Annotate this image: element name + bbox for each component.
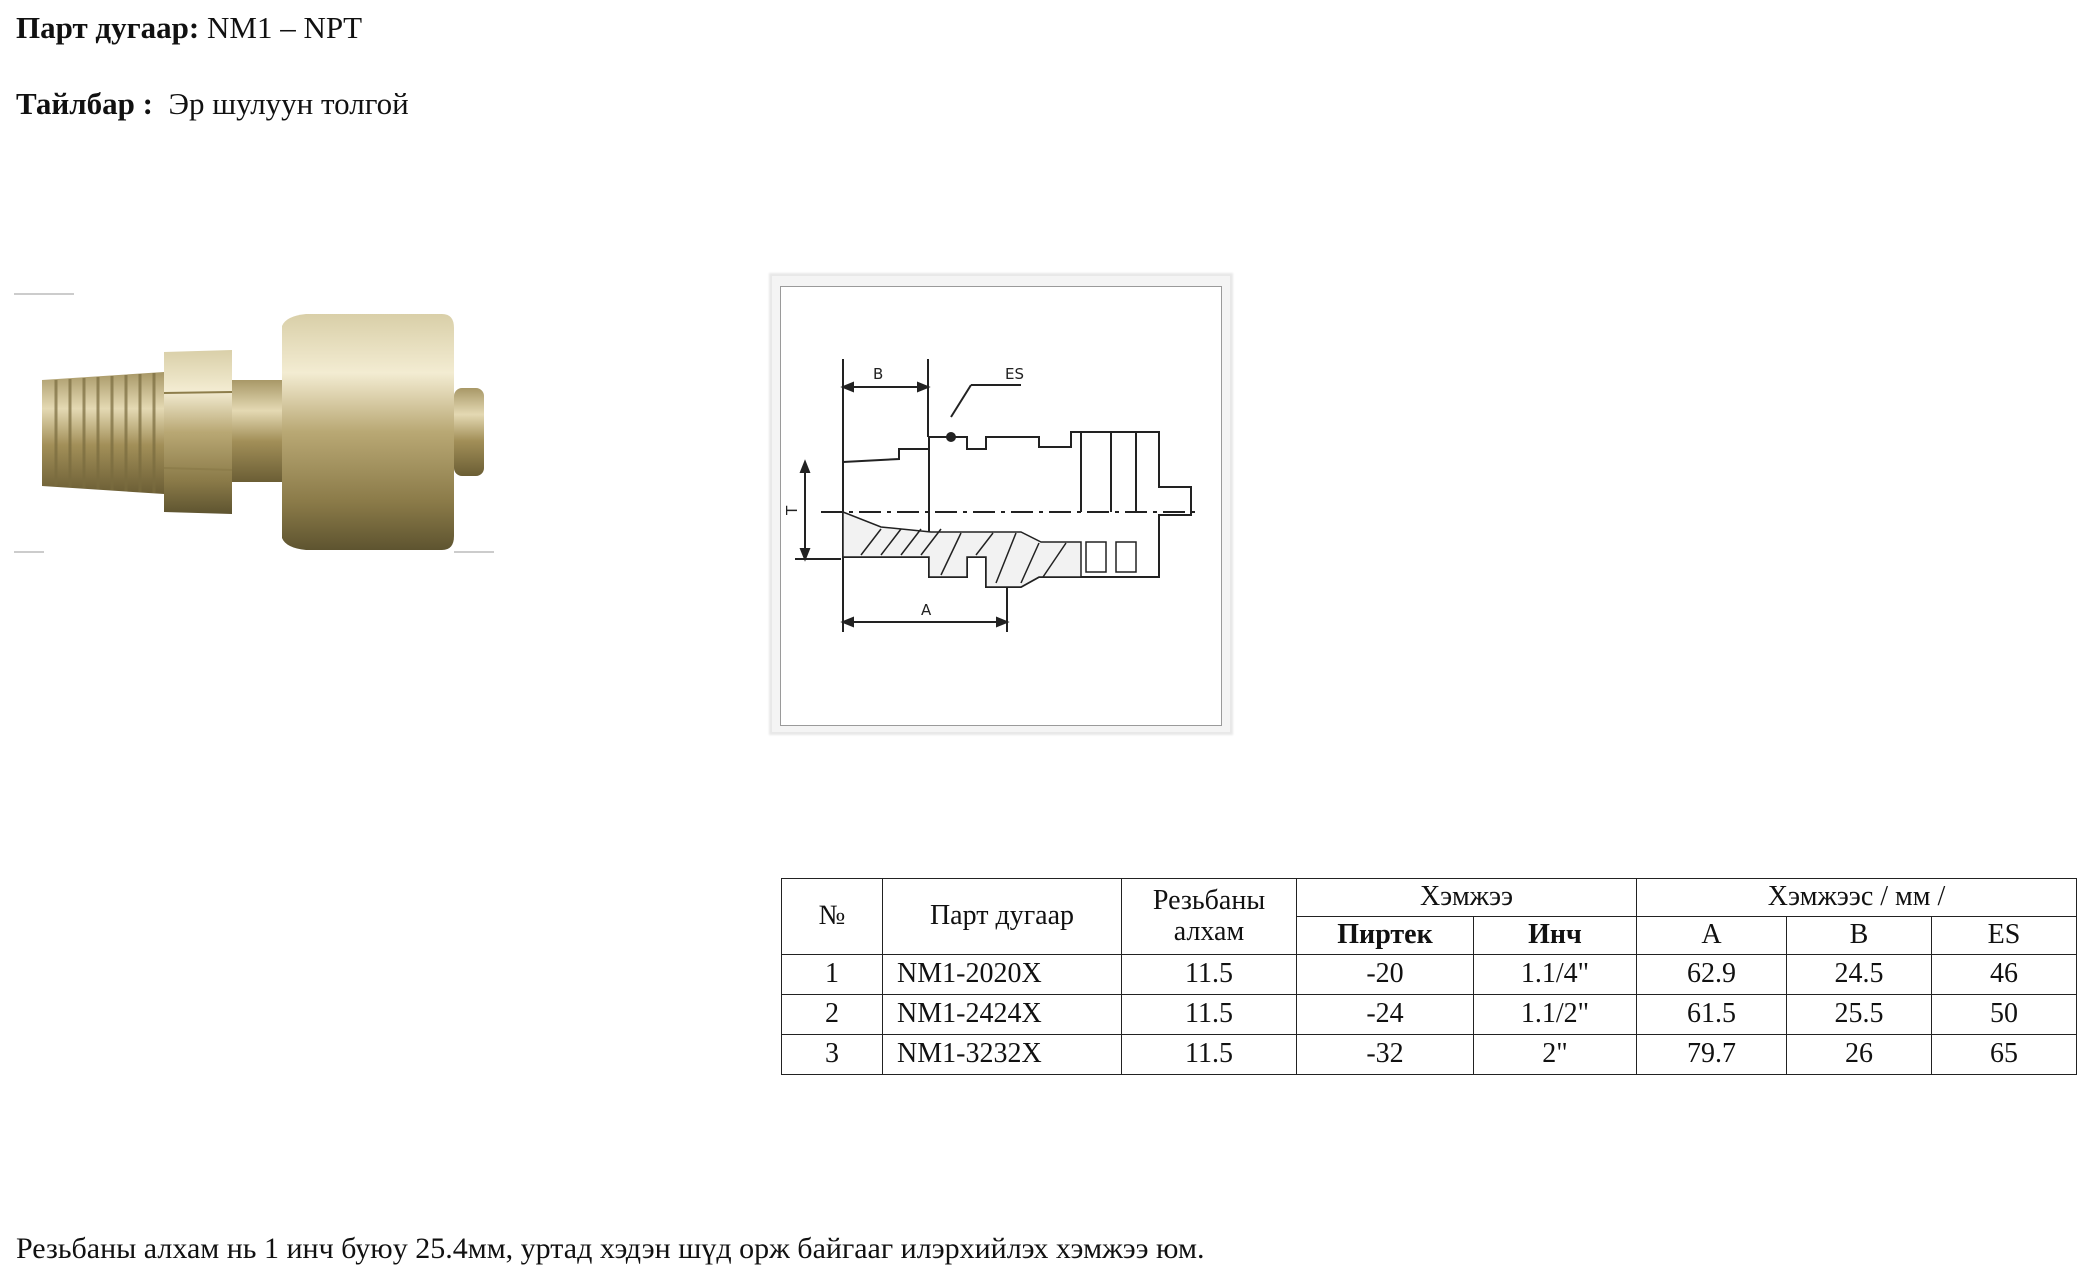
cell-inch: 1.1/4": [1474, 955, 1637, 995]
cell-no: 2: [782, 995, 883, 1035]
cell-pitch: 11.5: [1122, 995, 1297, 1035]
header-part-no: Парт дугаар: [883, 879, 1122, 955]
cell-b: 25.5: [1787, 995, 1932, 1035]
label-es: ES: [1005, 365, 1024, 383]
header-dimensions: Хэмжээс / мм /: [1637, 879, 2077, 917]
cell-a: 62.9: [1637, 955, 1787, 995]
header-thread-pitch-line1: Резьбаны: [1152, 884, 1266, 916]
label-a: A: [921, 601, 932, 619]
description-line: [16, 86, 409, 122]
header-row-1: [782, 879, 2077, 917]
cell-no: 3: [782, 1035, 883, 1075]
description-value: Эр шулуун толгой: [168, 86, 409, 121]
table-row: [782, 1035, 2077, 1075]
fitting-photo: [14, 288, 494, 558]
footer-note: Резьбаны алхам нь 1 инч буюу 25.4мм, уртад хэдэн шүд орж байгааг илэрхийлэх хэмжээ юм.: [16, 1232, 1205, 1265]
cell-a: 61.5: [1637, 995, 1787, 1035]
cell-pitch: 11.5: [1122, 1035, 1297, 1075]
header-dim-es: ES: [1932, 917, 2077, 955]
cell-part: NM1-3232X: [883, 1035, 1122, 1075]
table-row: [782, 995, 2077, 1035]
header-thread-pitch-line2: алхам: [1173, 915, 1245, 947]
cell-part: NM1-2020X: [883, 955, 1122, 995]
technical-drawing: [781, 287, 1221, 725]
part-number-label: Парт дугаар:: [16, 10, 200, 45]
header-dim-a: A: [1637, 917, 1787, 955]
label-t: T: [783, 505, 801, 515]
cell-inch: 1.1/2": [1474, 995, 1637, 1035]
cell-no: 1: [782, 955, 883, 995]
cell-pirtek: -24: [1297, 995, 1474, 1035]
header-no: №: [782, 879, 883, 955]
cell-es: 46: [1932, 955, 2077, 995]
cell-a: 79.7: [1637, 1035, 1787, 1075]
cell-pirtek: -20: [1297, 955, 1474, 995]
cell-inch: 2": [1474, 1035, 1637, 1075]
cell-es: 50: [1932, 995, 2077, 1035]
part-number-line: [16, 10, 362, 46]
spec-table: [781, 878, 2077, 1075]
header-dim-b: B: [1787, 917, 1932, 955]
header-size: Хэмжээ: [1297, 879, 1637, 917]
cell-es: 65: [1932, 1035, 2077, 1075]
part-number-value: NM1 – NPT: [207, 10, 363, 45]
cell-pitch: 11.5: [1122, 955, 1297, 995]
table-row: [782, 955, 2077, 995]
description-label: Тайлбар :: [16, 86, 153, 121]
cell-pirtek: -32: [1297, 1035, 1474, 1075]
cell-b: 24.5: [1787, 955, 1932, 995]
technical-drawing-frame: [772, 276, 1230, 732]
cell-part: NM1-2424X: [883, 995, 1122, 1035]
cell-b: 26: [1787, 1035, 1932, 1075]
header-inch: Инч: [1474, 917, 1637, 955]
header-thread-pitch: [1122, 879, 1297, 955]
label-b: B: [873, 365, 884, 383]
header-pirtek: Пиртек: [1297, 917, 1474, 955]
